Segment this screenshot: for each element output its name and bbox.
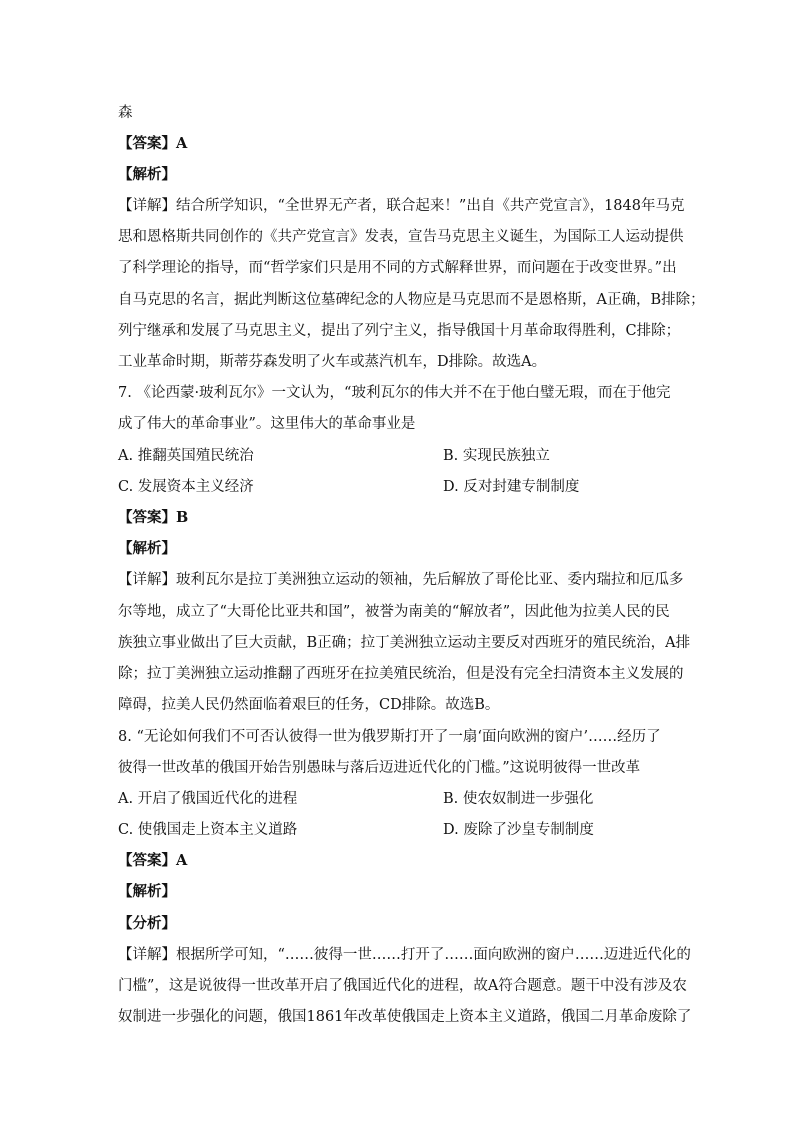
text-line: 工业革命时期，斯蒂芬森发明了火车或蒸汽机车，D排除。故选A。 <box>118 354 547 370</box>
text-line: 尔等地，成立了“大哥伦比亚共和国”，被誉为南美的“解放者”，因此他为拉美人民的民 <box>118 604 670 620</box>
text-line: 思和恩格斯共同创作的《共产党宣言》发表，宣告马克思主义诞生，为国际工人运动提供 <box>118 229 684 245</box>
answer-label: 【答案】A <box>118 852 188 869</box>
text-line: 森 <box>118 105 133 121</box>
text-line: 除；拉丁美洲独立运动推翻了西班牙在拉美殖民统治，但是没有完全扫清资本主义发展的 <box>118 666 684 682</box>
q7-option-d: D. 反对封建专制制度 <box>443 479 580 495</box>
analysis-label: 【解析】 <box>118 166 176 183</box>
question-7-cont: 成了伟大的革命事业”。这里伟大的革命事业是 <box>118 416 416 432</box>
text-line: 障碍，拉美人民仍然面临着艰巨的任务，CD排除。故选B。 <box>118 697 500 713</box>
text-line: 【详解】玻利瓦尔是拉丁美洲独立运动的领袖，先后解放了哥伦比亚、委内瑞拉和厄瓜多 <box>118 572 684 588</box>
q7-option-c: C. 发展资本主义经济 <box>118 479 254 495</box>
text-line: 【详解】结合所学知识，“全世界无产者，联合起来！”出自《共产党宣言》，1848年马克 <box>118 198 685 214</box>
answer-label: 【答案】A <box>118 135 188 152</box>
q8-option-a: A. 开启了俄国近代化的进程 <box>118 791 298 807</box>
q8-option-c: C. 使俄国走上资本主义道路 <box>118 822 298 838</box>
fenxi-label: 【分析】 <box>118 915 176 932</box>
text-line: 族独立事业做出了巨大贡献，B正确；拉丁美洲独立运动主要反对西班牙的殖民统治，A排 <box>118 635 691 651</box>
q7-option-a: A. 推翻英国殖民统治 <box>118 448 254 464</box>
text-line: 门槛”，这是说彼得一世改革开启了俄国近代化的进程，故A符合题意。题干中没有涉及农 <box>118 978 687 994</box>
text-line: 了科学理论的指导，而“哲学家们只是用不同的方式解释世界，而问题在于改变世界。”出 <box>118 260 677 276</box>
question-8: 8. “无论如何我们不可否认彼得一世为俄罗斯打开了一扇‘面向欧洲的窗户’……经历了 <box>118 729 661 745</box>
q8-option-d: D. 废除了沙皇专制制度 <box>443 822 594 838</box>
question-7: 7. 《论西蒙·玻利瓦尔》一文认为，“玻利瓦尔的伟大并不在于他白璧无瑕，而在于他完 <box>118 385 671 401</box>
text-line: 列宁继承和发展了马克思主义，提出了列宁主义，指导俄国十月革命取得胜利，C排除； <box>118 323 681 339</box>
text-line: 奴制进一步强化的问题，俄国1861年改革使俄国走上资本主义道路，俄国二月革命废除了 <box>118 1009 692 1025</box>
answer-label: 【答案】B <box>118 509 189 526</box>
q8-option-b: B. 使农奴制进一步强化 <box>443 791 594 807</box>
q7-option-b: B. 实现民族独立 <box>443 448 550 464</box>
text-line: 自马克思的名言，据此判断这位墓碑纪念的人物应是马克思而不是恩格斯，A正确，B排除； <box>118 292 705 308</box>
analysis-label: 【解析】 <box>118 540 176 557</box>
text-line: 【详解】根据所学可知，“……彼得一世……打开了……面向欧洲的窗户……迈进近代化的 <box>118 947 691 963</box>
analysis-label: 【解析】 <box>118 883 176 900</box>
question-8-cont: 彼得一世改革的俄国开始告别愚昧与落后迈进近代化的门槛。”这说明彼得一世改革 <box>118 760 641 776</box>
